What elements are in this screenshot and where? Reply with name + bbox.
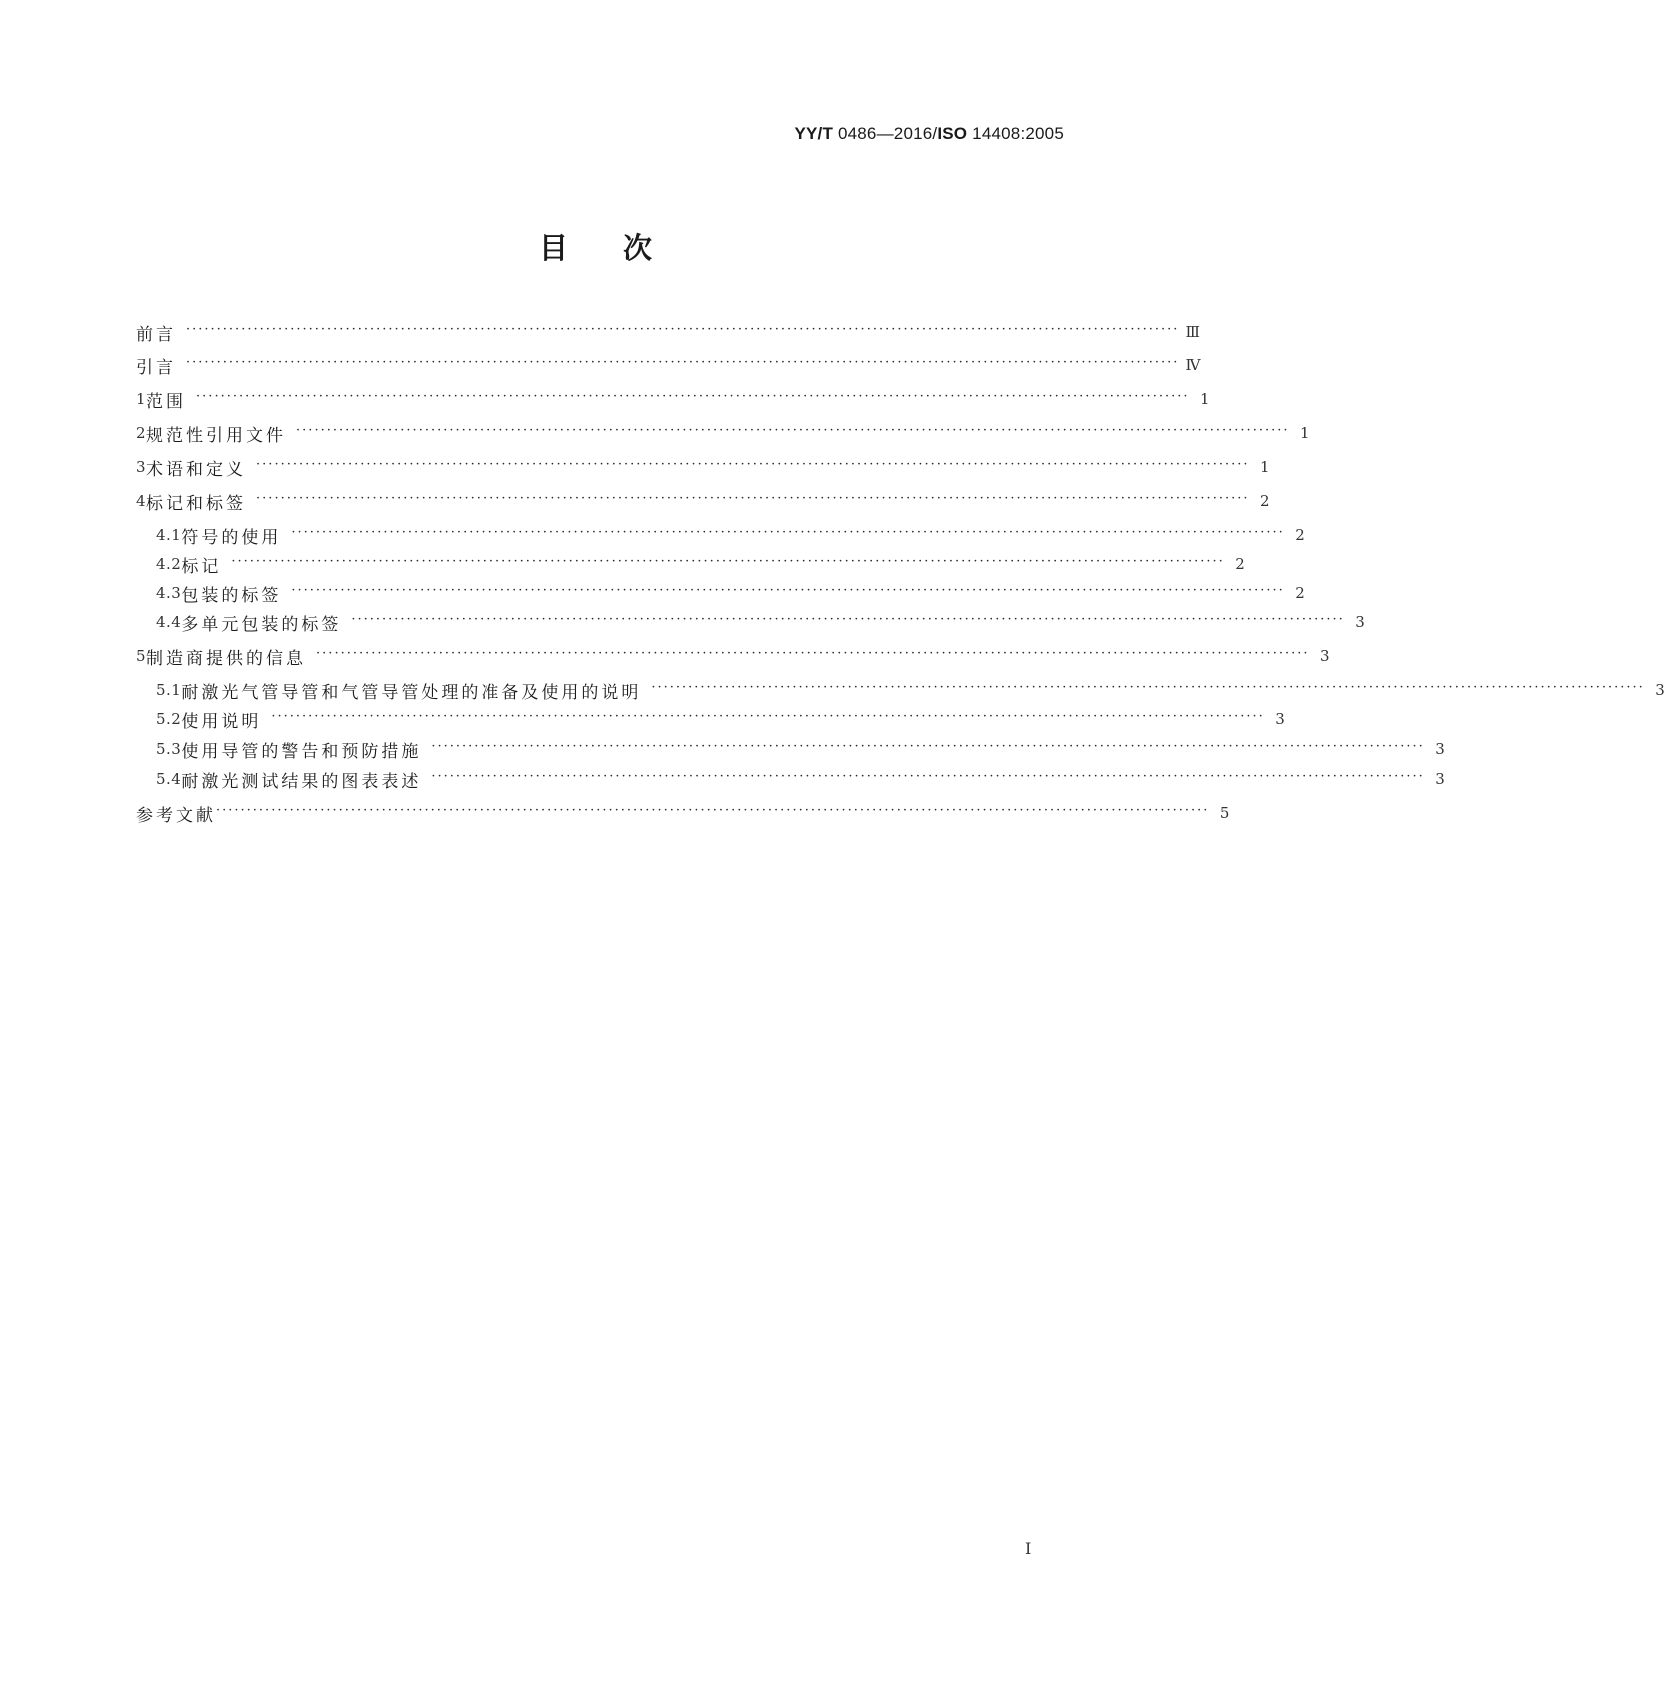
page-number: I — [1025, 1539, 1032, 1558]
toc-label: 规范性引用文件 — [146, 425, 287, 446]
toc-leader-dots: ·································································································································································· — [256, 490, 1250, 506]
std-iso: ISO — [937, 124, 968, 143]
toc-leader-dots: ·································································································································································· — [216, 802, 1210, 818]
toc-leader-dots: ·································································································································································· — [231, 553, 1225, 569]
toc-number: 4 — [136, 492, 147, 510]
toc-number: 5.3 — [156, 740, 182, 758]
toc-number: 1 — [136, 390, 147, 408]
toc-number: 4.4 — [156, 613, 182, 631]
standard-number — [794, 124, 1064, 144]
toc-label: 标记和标签 — [146, 493, 247, 514]
toc-leader-dots: ·································································································································································· — [431, 738, 1425, 754]
toc-page: 2 — [1259, 492, 1270, 510]
toc-page: Ⅲ — [1185, 323, 1200, 341]
toc-entry-4-4[interactable] — [156, 609, 1365, 635]
toc-label: 耐激光气管导管和气管导管处理的准备及使用的说明 — [181, 682, 642, 703]
toc-leader-dots: ·································································································································································· — [271, 708, 1265, 724]
toc-entry-4-3[interactable] — [156, 580, 1305, 606]
toc-page: 1 — [1259, 458, 1270, 476]
toc-number: 4.3 — [156, 584, 182, 602]
toc-entry-4-2[interactable] — [156, 551, 1245, 577]
toc-label: 范围 — [146, 391, 187, 412]
toc-label: 包装的标签 — [181, 585, 282, 606]
std-iso-number: 14408:2005 — [972, 124, 1064, 143]
toc-entry-4-1[interactable] — [156, 522, 1305, 548]
toc-entry-foreword[interactable] — [136, 319, 1200, 345]
toc-label: 符号的使用 — [181, 527, 282, 548]
toc-number: 5.2 — [156, 710, 182, 728]
toc-page: 5 — [1219, 804, 1230, 822]
toc-number: 5 — [136, 647, 147, 665]
toc-leader-dots: ·································································································································································· — [291, 524, 1285, 540]
toc-label: 标记 — [181, 556, 222, 577]
toc-page: 1 — [1199, 390, 1210, 408]
toc-label: 参考文献 — [136, 805, 216, 826]
toc-label: 耐激光测试结果的图表表述 — [181, 771, 422, 792]
std-year: 0486—2016/ — [837, 124, 938, 143]
toc-label: 多单元包装的标签 — [181, 614, 342, 635]
toc-leader-dots: ·································································································································································· — [186, 321, 1180, 337]
toc-entry-5-4[interactable] — [156, 766, 1445, 792]
toc-leader-dots: ·································································································································································· — [291, 582, 1285, 598]
toc-page: 2 — [1295, 584, 1305, 602]
toc-label: 使用导管的警告和预防措施 — [181, 741, 422, 762]
std-prefix: YY/T — [794, 124, 834, 143]
toc-entry-5-2[interactable] — [156, 706, 1285, 732]
toc-page: 3 — [1319, 647, 1330, 665]
toc-entry-3[interactable] — [136, 454, 1270, 480]
toc-label: 引言 — [136, 357, 176, 378]
toc-leader-dots: ·································································································································································· — [651, 679, 1645, 695]
toc-page: 3 — [1655, 681, 1665, 699]
toc-page: 3 — [1355, 613, 1365, 631]
toc-leader-dots: ·································································································································································· — [186, 354, 1180, 370]
toc-number: 3 — [136, 458, 147, 476]
toc-number: 4.2 — [156, 555, 182, 573]
toc-leader-dots: ·································································································································································· — [296, 422, 1290, 438]
toc-label: 制造商提供的信息 — [146, 648, 307, 669]
toc-leader-dots: ·································································································································································· — [351, 611, 1345, 627]
toc-entry-5-1[interactable] — [156, 677, 1665, 703]
toc-entry-4[interactable] — [136, 488, 1270, 514]
toc-entry-5-3[interactable] — [156, 736, 1445, 762]
toc-entry-2[interactable] — [136, 420, 1310, 446]
toc-entry-5[interactable] — [136, 643, 1330, 669]
toc-label: 术语和定义 — [146, 459, 247, 480]
toc-page: 1 — [1299, 424, 1310, 442]
toc-leader-dots: ·································································································································································· — [431, 768, 1425, 784]
toc-page: 3 — [1435, 740, 1445, 758]
toc-label: 前言 — [136, 324, 176, 345]
toc-page: 3 — [1275, 710, 1285, 728]
toc-page: 2 — [1235, 555, 1245, 573]
toc-label: 使用说明 — [181, 711, 262, 732]
toc-leader-dots: ·································································································································································· — [316, 645, 1310, 661]
toc-number: 2 — [136, 424, 147, 442]
toc-page: 3 — [1435, 770, 1445, 788]
toc-number: 5.4 — [156, 770, 182, 788]
page-title: 目次 — [538, 231, 707, 265]
toc-leader-dots: ·································································································································································· — [196, 388, 1190, 404]
toc-entry-introduction[interactable] — [136, 352, 1201, 378]
toc-leader-dots: ·································································································································································· — [256, 456, 1250, 472]
toc-entry-1[interactable] — [136, 386, 1210, 412]
toc-page: Ⅳ — [1185, 356, 1201, 374]
toc-entry-bibliography[interactable] — [136, 800, 1230, 826]
toc-number: 4.1 — [156, 526, 182, 544]
toc-page: 2 — [1295, 526, 1305, 544]
toc-number: 5.1 — [156, 681, 182, 699]
